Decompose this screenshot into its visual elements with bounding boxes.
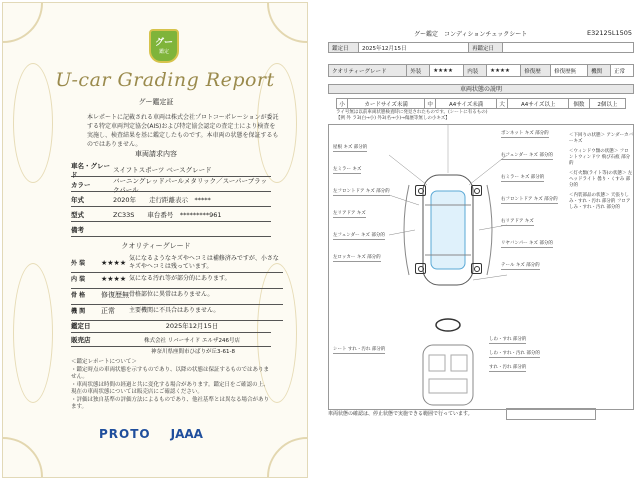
vehicle-info-row: [71, 178, 271, 192]
certificate-notes: ＜鑑定レポートについて＞ ・鑑定時点の車両状態を示すものであり、以降の状態は保証するものではありません。 ・車両状態は時間の経過と共に変化する場合があります。鑑定日をご確認の上、現在の車両状態については販売店にご確認ください。 ・評価は独自基準の評価方法によるものであり、他社基準とは異なる場合があります。: [71, 359, 270, 410]
grade-value: ★★★★: [430, 65, 464, 77]
ornament-swirl: [13, 263, 53, 403]
vehicle-info-label: カラー: [71, 181, 91, 189]
size-legend: [336, 98, 626, 109]
vehicle-diagram: [328, 124, 634, 410]
quality-row: [71, 301, 283, 321]
side-note: ＜灯火類(ライト等)の状態＞ 左ヘッドライト 曇り・くすみ 部分的: [569, 171, 633, 188]
quality-label: 外 装: [71, 260, 86, 267]
appraisal-date-row: 鑑定日 2025年12月15日: [71, 319, 271, 333]
grading-certificate: [2, 2, 308, 478]
reappraisal-value: [503, 43, 634, 53]
interior-callout: シート すれ・汚れ 部分的: [333, 347, 386, 352]
vehicle-info-label: 年式: [71, 196, 84, 204]
legend-cell: 個数: [569, 99, 590, 109]
condition-title: 車両状態の説明: [328, 84, 634, 94]
side-notes: [569, 133, 633, 215]
condition-check-sheet: [320, 2, 636, 478]
damage-callout: 左ミラー キズ: [333, 167, 362, 172]
proto-logo-icon: PROTO: [99, 427, 151, 441]
quality-description: 気になる汚れ等が部分的にあります。: [129, 274, 231, 282]
vehicle-info-value: ZC33S 車台番号 *********961: [113, 211, 222, 219]
vehicle-info-label: 備考: [71, 226, 84, 234]
vehicle-info-row: [71, 193, 271, 207]
damage-callout: 右リアドア キズ: [501, 219, 534, 224]
wheel-icon: [415, 185, 426, 196]
quality-section-title: クオリティーグレード: [121, 242, 191, 250]
vehicle-info-value: 2020年 走行距離表示 *****: [113, 196, 211, 204]
quality-stars: 正常: [101, 306, 115, 315]
jaaa-logo-icon: JAAA: [170, 427, 203, 441]
legend-cell: カードサイズ未満: [348, 99, 425, 109]
vehicle-info-label: 車名・グレード: [71, 161, 110, 179]
quality-description: 主要機関に不具合はありません。: [129, 306, 220, 314]
ornament-corner: [2, 437, 43, 478]
damage-callout: 左フロントドア キズ 部分的: [333, 189, 390, 194]
legend-cell: 2個以上: [589, 99, 625, 109]
grade-label: クオリティーグレード: [329, 65, 407, 77]
quality-label: 内 装: [71, 276, 86, 283]
logos: [99, 427, 203, 441]
dealer-address: 神奈川県座間市ひばりが丘3-61-8: [151, 349, 235, 355]
legend-cell: 大: [497, 99, 508, 109]
legend-cell: A4サイズ以上: [508, 99, 569, 109]
quality-stars: 修復歴無: [101, 290, 129, 299]
damage-callout: リヤバンパー キズ 部分的: [501, 241, 553, 246]
wheel-icon: [471, 263, 482, 274]
grade-value: 修復歴無: [551, 65, 588, 77]
damage-callout: 左リアドア キズ: [333, 211, 366, 216]
quality-description: 気になるようなキズやヘコミは補修済みですが、小さなキズやヘコミは残っています。: [129, 254, 279, 270]
grade-label: 修復歴: [521, 65, 551, 77]
damage-callout: テール キズ 部分的: [501, 263, 540, 268]
quality-description: 骨格部位に異常はありません。: [129, 290, 214, 298]
interior-callout: しわ・すれ 部分的: [489, 337, 527, 342]
sheet-header-table: [328, 42, 634, 53]
certificate-intro: 本レポートに記載される車両は株式会社プロトコーポレーションが委託する特定車両判定協会(AIS)および特定協会認定の査定士により検査を実施し、検査結果を基に鑑定したものです。本車両の状態を保証するものではありません。: [87, 114, 279, 148]
sheet-title: グー鑑定 コンディションチェックシート: [414, 31, 528, 38]
vehicle-info-value: バーニングレッドパールメタリック／スーパーブラックパール: [113, 176, 267, 194]
ornament-corner: [267, 2, 308, 43]
damage-callout: 屋根 キズ 部分的: [333, 145, 368, 150]
grade-table: [328, 64, 634, 77]
vehicle-info-row: [71, 223, 271, 237]
wheel-icon: [415, 263, 426, 274]
sheet-footer: 車両状態の確認は、停止状態で実施できる範囲で行っています。: [328, 411, 473, 417]
damage-callout: 右フェンダー キズ 部分的: [501, 153, 553, 158]
certificate-subtitle: グー鑑定証: [138, 98, 174, 106]
quality-label: 機 関: [71, 308, 86, 315]
damage-callout: 右ミラー キズ 部分的: [501, 175, 545, 180]
wheel-icon: [471, 185, 482, 196]
side-note: ＜下回りの状態＞ アンダーカバーキズ: [569, 133, 633, 144]
vehicle-section-title: 車両請求内容: [135, 150, 177, 158]
certificate-title: U-car Grading Report: [55, 69, 275, 91]
grade-value: ★★★★: [487, 65, 521, 77]
badge-subtext: 鑑定: [158, 48, 169, 55]
quality-stars: ★★★★: [101, 258, 127, 267]
goo-kantei-badge-icon: [149, 29, 179, 63]
reappraisal-label: 再鑑定日: [469, 43, 503, 53]
vehicle-info-row: [71, 208, 271, 222]
side-note: ＜内装部品の状態＞ 天張りしみ・すれ・汚れ 部分的 フロアしみ・すれ・汚れ 部分的: [569, 193, 631, 210]
damage-callout: 右フロントドア キズ 部分的: [501, 197, 558, 202]
legend-cell: 中: [424, 99, 435, 109]
vehicle-info-value: スイフトスポーツ ベースグレード: [113, 166, 212, 174]
quality-stars: ★★★★: [101, 274, 127, 283]
quality-label: 骨 格: [71, 292, 86, 299]
signature-box: [506, 408, 596, 420]
legend-cell: A4サイズ未満: [436, 99, 497, 109]
side-note: ＜ウィンドウ類の状態＞ フロントウィンドウ 飛び石痕 部分的: [569, 149, 631, 166]
vehicle-info-label: 型式: [71, 211, 84, 219]
grade-value: 正常: [611, 65, 634, 77]
ornament-corner: [2, 2, 43, 43]
interior-callout: すれ・汚れ 部分的: [489, 365, 527, 370]
grade-label: 外装: [407, 65, 430, 77]
legend-note: ライ号無は以前車両状態検査時に発見されたものです。(シートに有るもの) 【例 外 ラ3(白→小) 外3(名→小)→傷歴等無しの小キズ】: [336, 110, 488, 121]
date-label: 鑑定日: [329, 43, 359, 53]
interior-callout: しわ・すれ・汚れ 部分的: [489, 351, 540, 356]
legend-cell: 小: [337, 99, 348, 109]
grade-label: 機関: [588, 65, 611, 77]
damage-callout: ボンネット キズ 部分的: [501, 131, 549, 136]
sheet-code: E32125L1505: [587, 29, 632, 37]
dealer-row: 販売店 株式会社 リバーサイド エルザ246号店: [71, 333, 271, 347]
damage-callout: 左フェンダー キズ 部分的: [333, 233, 385, 238]
badge-text: グー: [154, 37, 173, 48]
damage-callout: 左ロッカー キズ 部分的: [333, 255, 381, 260]
ornament-corner: [267, 437, 308, 478]
date-value: 2025年12月15日: [359, 43, 469, 53]
grade-label: 内装: [464, 65, 487, 77]
